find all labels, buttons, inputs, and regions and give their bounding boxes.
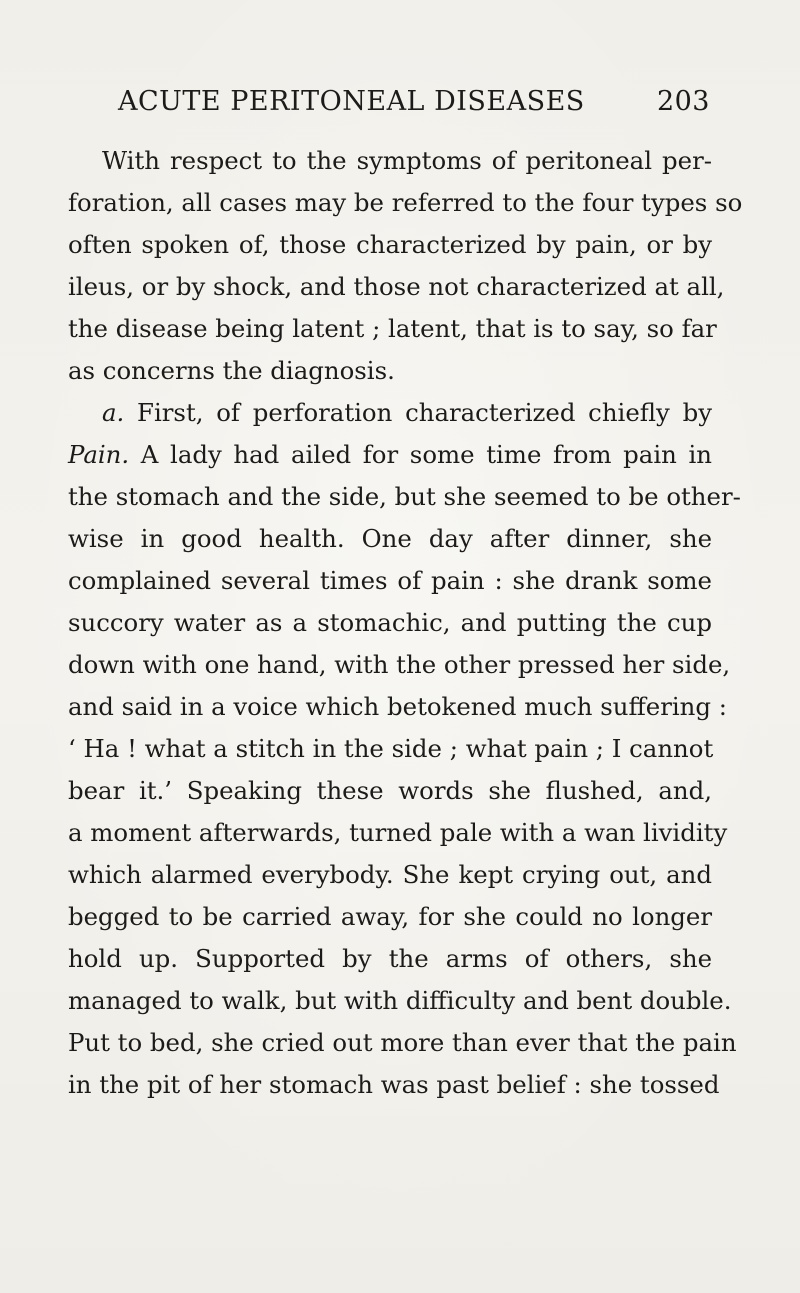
text-line: begged to be carried away, for she could no longer <box>68 902 712 931</box>
text-line: succory water as a stomachic, and putting the cup <box>68 608 712 637</box>
text-line: managed to walk, but with difficulty and bent double. <box>68 986 732 1015</box>
text-line: down with one hand, with the other pressed her side, <box>68 650 731 679</box>
text-line: the disease being latent ; latent, that is to say, so far <box>68 314 717 343</box>
page-number: 203 <box>656 86 710 117</box>
text-line: bear it.’ Speaking these words she flushed, and, <box>68 776 712 805</box>
text-line: often spoken of, those characterized by pain, or by <box>68 230 712 259</box>
text-line: a moment afterwards, turned pale with a wan lividity <box>68 818 728 847</box>
section-label: a. <box>102 398 125 427</box>
text-line: wise in good health. One day after dinner, she <box>68 524 712 553</box>
text-line: a. First, of perforation characterized chiefly by <box>102 398 712 427</box>
text-line: complained several times of pain : she drank some <box>68 566 712 595</box>
page-header <box>118 86 710 126</box>
text-line: Put to bed, she cried out more than ever that the pain <box>68 1028 737 1057</box>
italic-term: Pain. <box>68 440 130 469</box>
text-line: foration, all cases may be referred to the four types so <box>68 188 743 217</box>
text-line: and said in a voice which betokened much suffering : <box>68 692 727 721</box>
text-line: ‘ Ha ! what a stitch in the side ; what pain ; I cannot <box>68 734 714 763</box>
text-line: Pain. A lady had ailed for some time from pain in <box>68 440 712 469</box>
text-line: ileus, or by shock, and those not characterized at all, <box>68 272 725 301</box>
text-line: in the pit of her stomach was past belief : she tossed <box>68 1070 720 1099</box>
text-line: hold up. Supported by the arms of others, she <box>68 944 712 973</box>
running-title: ACUTE PERITONEAL DISEASES <box>118 86 585 117</box>
text-line: the stomach and the side, but she seemed to be other- <box>68 482 741 511</box>
text-line: as concerns the diagnosis. <box>68 356 395 385</box>
text-line: With respect to the symptoms of peritoneal per- <box>102 146 712 175</box>
text-line: which alarmed everybody. She kept crying out, and <box>68 860 712 889</box>
